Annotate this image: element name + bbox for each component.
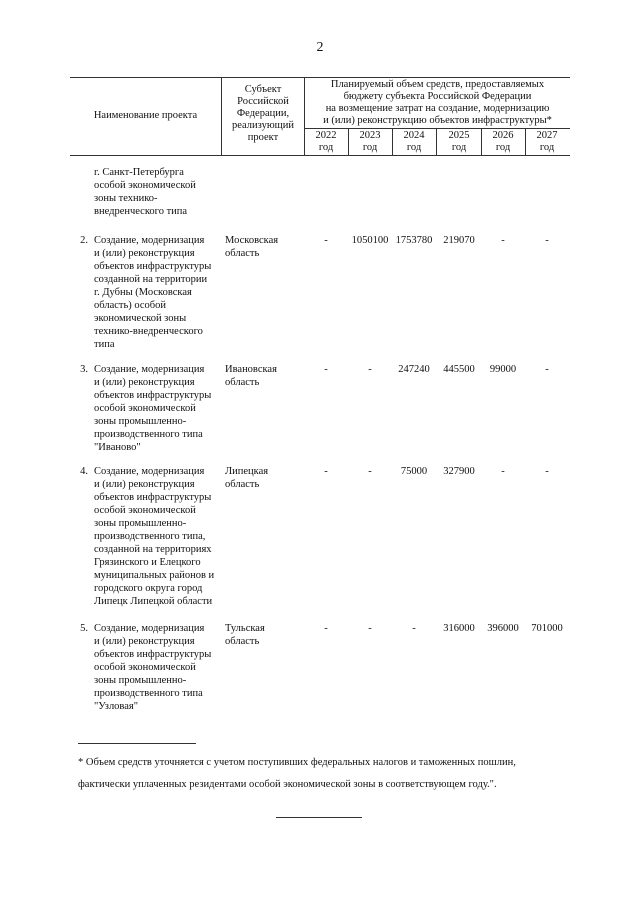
table-header-bottom-border bbox=[70, 155, 570, 156]
row-value-2027: 701000 bbox=[531, 623, 563, 634]
row-project-name: Создание, модернизация и (или) реконструкция объектов инфраструктуры особой экономической зоны промышленно- производственного типа "Узловая" bbox=[94, 623, 212, 712]
footnote bbox=[78, 752, 564, 796]
table-top-border bbox=[70, 77, 570, 78]
row-value-2026: - bbox=[501, 235, 505, 246]
row-value-2023: - bbox=[368, 623, 372, 634]
header-funding: Планируемый объем средств, предоставляемых бюджету субъекта Российской Федерации на возмещение затрат на создание, модернизацию и (или) реконструкцию объектов инфраструктуры* bbox=[323, 79, 552, 126]
row-value-2023: - bbox=[368, 364, 372, 375]
row-value-2026: - bbox=[501, 466, 505, 477]
footnote-separator bbox=[78, 743, 196, 744]
page-number: 2 bbox=[316, 40, 324, 55]
row-project-name: Создание, модернизация и (или) реконструкция объектов инфраструктуры особой экономической зоны промышленно- производственного типа "Иваново" bbox=[94, 364, 212, 453]
row-number: 3. bbox=[80, 364, 88, 375]
row-value-2023: 1050100 bbox=[351, 235, 389, 246]
row-value-2027: - bbox=[545, 466, 549, 477]
header-year-2023: 2023 год bbox=[359, 130, 381, 153]
row-number: 5. bbox=[80, 623, 88, 634]
row-project-name: Создание, модернизация и (или) реконструкция объектов инфраструктуры созданной на территории г. Дубны (Московская область) особой экономической зоны технико-внедренческого типа bbox=[94, 235, 212, 350]
row-value-2026: 99000 bbox=[489, 364, 517, 375]
row-value-2025: 327900 bbox=[443, 466, 475, 477]
header-project-name: Наименование проекта bbox=[93, 110, 198, 121]
row-value-2027: - bbox=[545, 235, 549, 246]
row-value-2023: - bbox=[368, 466, 372, 477]
continuation-text: г. Санкт-Петербурга особой экономической зоны технико- внедренческого типа bbox=[94, 167, 196, 217]
footnote-line-2: фактически уплаченных резидентами особой экономической зоны в соответствующем году.". bbox=[78, 779, 497, 790]
row-value-2025: 219070 bbox=[443, 235, 475, 246]
row-subject: Ивановская область bbox=[225, 364, 277, 388]
row-value-2024: 1753780 bbox=[395, 235, 433, 246]
row-value-2022: - bbox=[324, 466, 328, 477]
row-value-2024: - bbox=[412, 623, 416, 634]
row-value-2022: - bbox=[324, 623, 328, 634]
row-value-2027: - bbox=[545, 364, 549, 375]
header-year-2027: 2027 год bbox=[536, 130, 558, 153]
row-value-2026: 396000 bbox=[487, 623, 519, 634]
row-subject: Московская область bbox=[225, 235, 279, 259]
row-value-2022: - bbox=[324, 364, 328, 375]
header-year-2026: 2026 год bbox=[492, 130, 514, 153]
header-subject: Субъект Российской Федерации, реализующий проект bbox=[232, 84, 294, 143]
row-project-name: Создание, модернизация и (или) реконструкция объектов инфраструктуры особой экономической зоны промышленно- производственного типа, созданной на территориях Грязинского и Елецкого муниципальных районов и городского округа город Липецк Липецкой области bbox=[94, 466, 215, 607]
row-value-2022: - bbox=[324, 235, 328, 246]
row-subject: Липецкая область bbox=[225, 466, 269, 490]
row-value-2025: 445500 bbox=[443, 364, 475, 375]
row-value-2024: 75000 bbox=[400, 466, 428, 477]
header-year-2024: 2024 год bbox=[403, 130, 425, 153]
row-subject: Тульская область bbox=[225, 623, 265, 647]
header-year-2025: 2025 год bbox=[448, 130, 470, 153]
row-number: 4. bbox=[80, 466, 88, 477]
footnote-line-1: * Объем средств уточняется с учетом поступивших федеральных налогов и таможенных пошлин, bbox=[78, 757, 516, 768]
year-row-top-border bbox=[304, 128, 570, 129]
row-number: 2. bbox=[80, 235, 88, 246]
row-value-2025: 316000 bbox=[443, 623, 475, 634]
closing-line bbox=[276, 817, 362, 818]
header-year-2022: 2022 год bbox=[315, 130, 337, 153]
row-value-2024: 247240 bbox=[398, 364, 430, 375]
